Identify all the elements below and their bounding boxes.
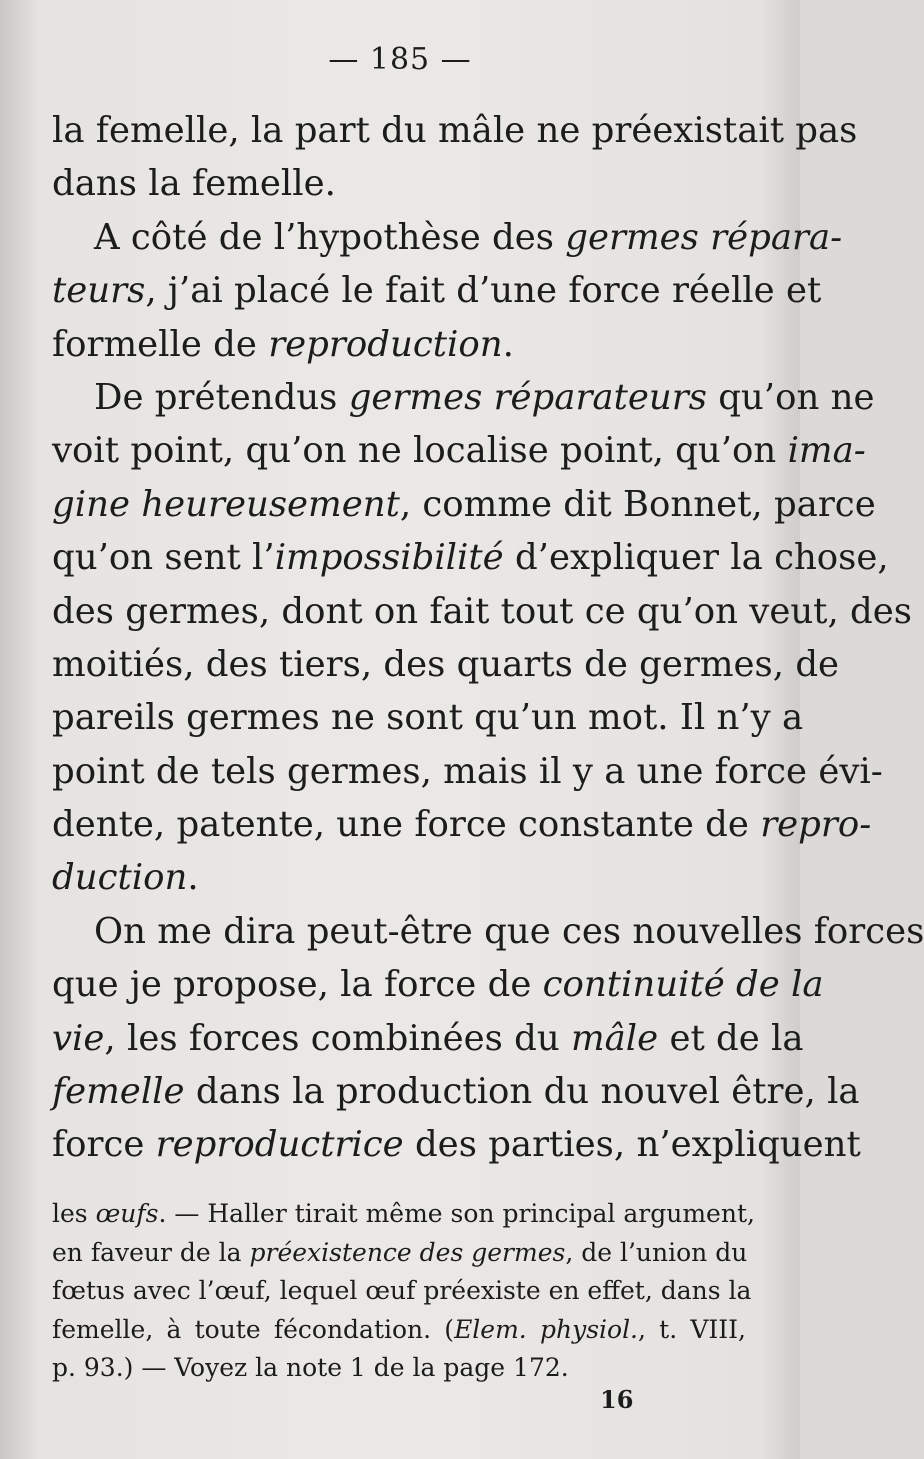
- text-line: [52, 531, 889, 584]
- text-segment: dans la production du nouvel être, la: [184, 1071, 860, 1113]
- signature-mark: 16: [600, 1385, 634, 1414]
- text-segment: dente, patente, une force constante de: [52, 804, 761, 846]
- footnote-line: [52, 1311, 746, 1350]
- text-segment: De prétendus: [94, 376, 349, 418]
- italic-text: vie: [52, 1017, 105, 1059]
- text-line: [52, 104, 858, 157]
- text-segment: d’expliquer la chose,: [503, 537, 889, 579]
- text-line: [52, 478, 876, 531]
- text-line: [52, 318, 752, 371]
- text-segment: , j’ai placé le fait d’une force réelle et: [145, 270, 822, 312]
- text-segment: moitiés, des tiers, des quarts de germes, de: [52, 643, 840, 685]
- text-line: [52, 958, 824, 1011]
- text-line: [52, 638, 840, 691]
- italic-text: reproductrice: [155, 1124, 404, 1166]
- italic-text: continuité de la: [542, 964, 824, 1006]
- italic-text: mâle: [570, 1017, 659, 1059]
- italic-text: impossibilité: [274, 537, 504, 579]
- text-segment: , t. VIII,: [638, 1314, 746, 1344]
- text-segment: .: [502, 323, 514, 365]
- text-segment: p. 93.) — Voyez la note 1 de la page 172.: [52, 1353, 569, 1382]
- text-line: [52, 585, 912, 638]
- italic-text: germes répara-: [565, 216, 843, 258]
- text-segment: la femelle, la part du mâle ne préexistait pas: [52, 110, 858, 151]
- italic-text: duction: [52, 857, 188, 899]
- text-segment: des germes, dont on fait tout ce qu’on veut, des: [52, 590, 912, 632]
- text-segment: . — Haller tirait même son principal argument,: [158, 1199, 755, 1228]
- italic-text: reproduction: [268, 323, 503, 365]
- text-segment: On me dira peut-être que ces nouvelles forces: [94, 910, 924, 952]
- text-segment: , comme dit Bonnet, parce: [399, 483, 876, 525]
- footnote-line: [52, 1234, 746, 1273]
- footnote: [52, 1195, 755, 1388]
- footnote-line: [52, 1195, 755, 1234]
- text-segment: voit point, qu’on ne localise point, qu’on: [52, 430, 788, 472]
- text-line: [52, 691, 804, 744]
- text-line: [52, 157, 752, 210]
- text-line: [52, 264, 822, 317]
- italic-text: teurs: [52, 270, 146, 312]
- page-header: — 185 —: [328, 42, 472, 77]
- footnote-line: [52, 1349, 746, 1388]
- text-line: [52, 371, 875, 424]
- text-line: [52, 851, 752, 904]
- italic-text: germes réparateurs: [348, 376, 707, 418]
- text-segment: femelle, à toute fécondation. (: [52, 1314, 455, 1344]
- italic-text: Elem. physiol.: [454, 1314, 639, 1344]
- text-segment: .: [187, 857, 199, 899]
- text-segment: et de la: [658, 1017, 804, 1059]
- text-line: [52, 1012, 804, 1065]
- text-segment: , de l’union du: [565, 1237, 748, 1267]
- text-segment: qu’on ne: [706, 376, 875, 418]
- text-segment: formelle de: [52, 323, 269, 365]
- italic-text: œufs: [95, 1199, 159, 1228]
- text-segment: pareils germes ne sont qu’un mot. Il n’y a: [52, 697, 804, 739]
- text-segment: en faveur de la: [52, 1237, 250, 1267]
- text-segment: des parties, n’expliquent: [403, 1124, 861, 1166]
- text-line: [52, 905, 924, 958]
- text-line: [52, 211, 843, 264]
- text-segment: dans la femelle.: [52, 163, 336, 205]
- text-segment: que je propose, la force de: [52, 964, 543, 1006]
- italic-text: ima-: [787, 430, 866, 472]
- text-segment: A côté de l’hypothèse des: [94, 216, 566, 258]
- italic-text: préexistence des germes: [249, 1237, 566, 1267]
- text-line: [52, 745, 883, 798]
- text-segment: fœtus avec l’œuf, lequel œuf préexiste en effet, dans la: [52, 1276, 752, 1305]
- text-segment: force: [52, 1124, 156, 1166]
- text-line: [52, 1118, 861, 1171]
- footnote-line: [52, 1272, 752, 1311]
- text-segment: les: [52, 1199, 96, 1228]
- text-segment: , les forces combinées du: [104, 1017, 571, 1059]
- text-line: [52, 798, 872, 851]
- text-segment: qu’on sent l’: [52, 537, 275, 579]
- italic-text: femelle: [52, 1071, 185, 1113]
- body-text: [52, 104, 924, 1172]
- italic-text: gine heureusement: [52, 483, 400, 525]
- text-segment: point de tels germes, mais il y a une force évi-: [52, 750, 883, 792]
- text-line: [52, 1065, 860, 1118]
- italic-text: repro-: [760, 804, 872, 846]
- text-line: [52, 424, 866, 477]
